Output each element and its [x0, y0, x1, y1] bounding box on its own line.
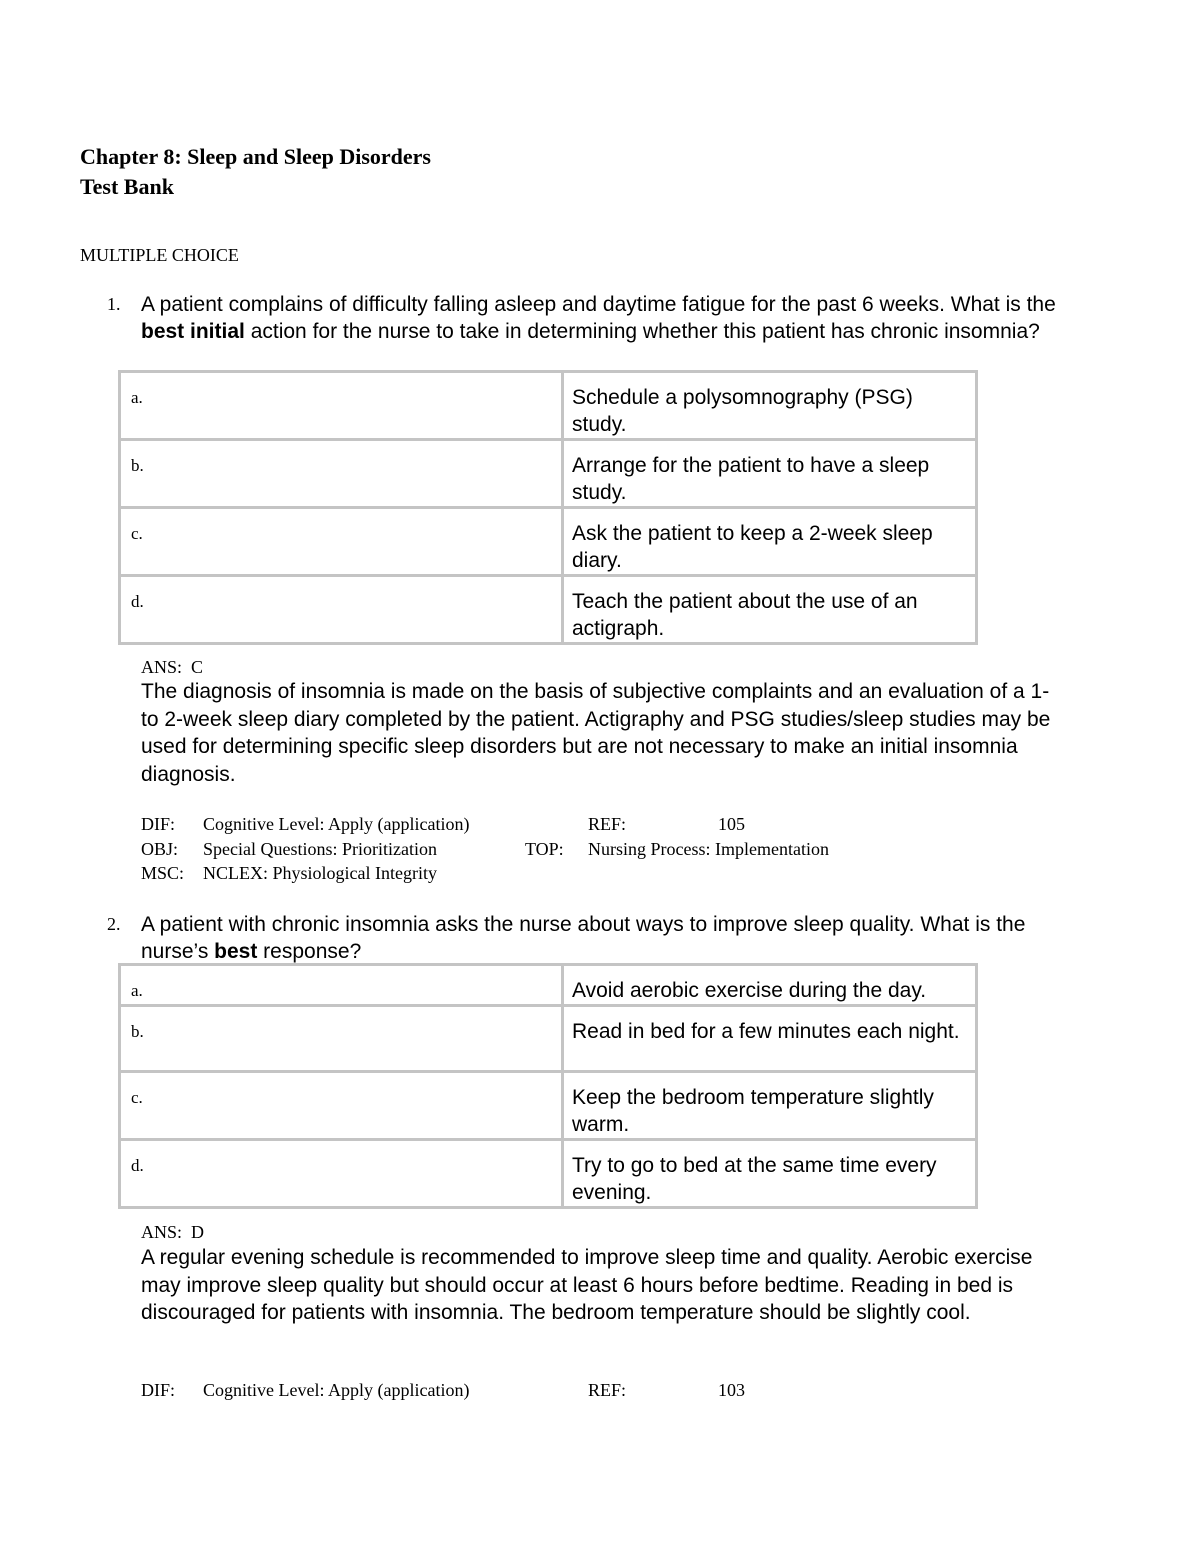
- choice-row: [120, 965, 977, 1006]
- answer-label: ANS:: [141, 657, 183, 677]
- top-label: TOP:: [525, 839, 564, 859]
- question-1-stem: [141, 291, 1061, 345]
- top-value: Nursing Process: Implementation: [588, 839, 829, 859]
- choice-row: [120, 1072, 977, 1140]
- choice-letter: d.: [120, 576, 563, 644]
- choice-letter: a.: [120, 965, 563, 1006]
- choice-row: [120, 440, 977, 508]
- choice-letter: b.: [120, 1006, 563, 1072]
- question-1-stem-text: A patient complains of difficulty falling asleep and daytime fatigue for the past 6 weeks. What is the: [141, 293, 1056, 316]
- question-2-stem-text-end: response?: [257, 940, 362, 963]
- ref-value: 103: [718, 1380, 745, 1400]
- choice-text: Ask the patient to keep a 2-week sleep diary.: [563, 508, 977, 576]
- dif-value: Cognitive Level: Apply (application): [203, 1380, 470, 1400]
- msc-label: MSC:: [141, 863, 185, 883]
- question-2-choices: [118, 963, 978, 1209]
- choice-row: [120, 508, 977, 576]
- choice-text: Teach the patient about the use of an actigraph.: [563, 576, 977, 644]
- answer-value: D: [191, 1222, 205, 1242]
- choice-row: [120, 576, 977, 644]
- question-1-answer: [141, 655, 203, 679]
- choice-text: Avoid aerobic exercise during the day.: [563, 965, 977, 1006]
- ref-value: 105: [718, 814, 745, 834]
- choice-letter: d.: [120, 1140, 563, 1208]
- msc-value: NCLEX: Physiological Integrity: [203, 863, 437, 883]
- choice-text: Arrange for the patient to have a sleep study.: [563, 440, 977, 508]
- chapter-title: Chapter 8: Sleep and Sleep Disorders: [80, 144, 431, 169]
- ref-label: REF:: [588, 814, 627, 834]
- choice-text: Keep the bedroom temperature slightly warm.: [563, 1072, 977, 1140]
- choice-letter: c.: [120, 508, 563, 576]
- question-1-number: 1.: [107, 294, 121, 314]
- choice-letter: a.: [120, 372, 563, 440]
- question-2-number: 2.: [107, 914, 121, 934]
- question-1-stem-text-end: action for the nurse to take in determining whether this patient has chronic insomnia?: [244, 320, 1040, 343]
- dif-label: DIF:: [141, 814, 176, 834]
- question-2-stem: [141, 911, 1061, 965]
- document-subtitle: Test Bank: [80, 174, 174, 199]
- question-2-rationale: A regular evening schedule is recommended to improve sleep time and quality. Aerobic exercise may improve sleep quality but should occur at least 6 hours before bedtime. Reading in bed is discouraged for patients with insomnia. The bedroom temperature should be slightly cool.: [141, 1246, 1033, 1324]
- question-1-stem-emphasis: best initial: [141, 320, 245, 343]
- question-1-rationale: The diagnosis of insomnia is made on the basis of subjective complaints and an evaluation of a 1- to 2-week sleep diary completed by the patient. Actigraphy and PSG studies/sleep studies may be used for determining specific sleep disorders but are not necessary to make an initial insomnia diagnosis.: [141, 680, 1051, 786]
- choice-row: [120, 1140, 977, 1208]
- choice-letter: c.: [120, 1072, 563, 1140]
- choice-row: [120, 372, 977, 440]
- question-2-stem-text: A patient with chronic insomnia asks the nurse about ways to improve sleep quality. What is the nurse’s: [141, 913, 1026, 963]
- choice-text: Read in bed for a few minutes each night.: [563, 1006, 977, 1072]
- section-heading: MULTIPLE CHOICE: [80, 245, 239, 265]
- choice-letter: b.: [120, 440, 563, 508]
- choice-text: Try to go to bed at the same time every evening.: [563, 1140, 977, 1208]
- question-1-choices: [118, 370, 978, 645]
- choice-text: Schedule a polysomnography (PSG) study.: [563, 372, 977, 440]
- question-2-answer: [141, 1220, 204, 1244]
- dif-label: DIF:: [141, 1380, 176, 1400]
- answer-label: ANS:: [141, 1222, 183, 1242]
- dif-value: Cognitive Level: Apply (application): [203, 814, 470, 834]
- obj-label: OBJ:: [141, 839, 179, 859]
- question-2-stem-emphasis: best: [214, 940, 258, 963]
- answer-value: C: [191, 657, 204, 677]
- obj-value: Special Questions: Prioritization: [203, 839, 437, 859]
- ref-label: REF:: [588, 1380, 627, 1400]
- choice-row: [120, 1006, 977, 1072]
